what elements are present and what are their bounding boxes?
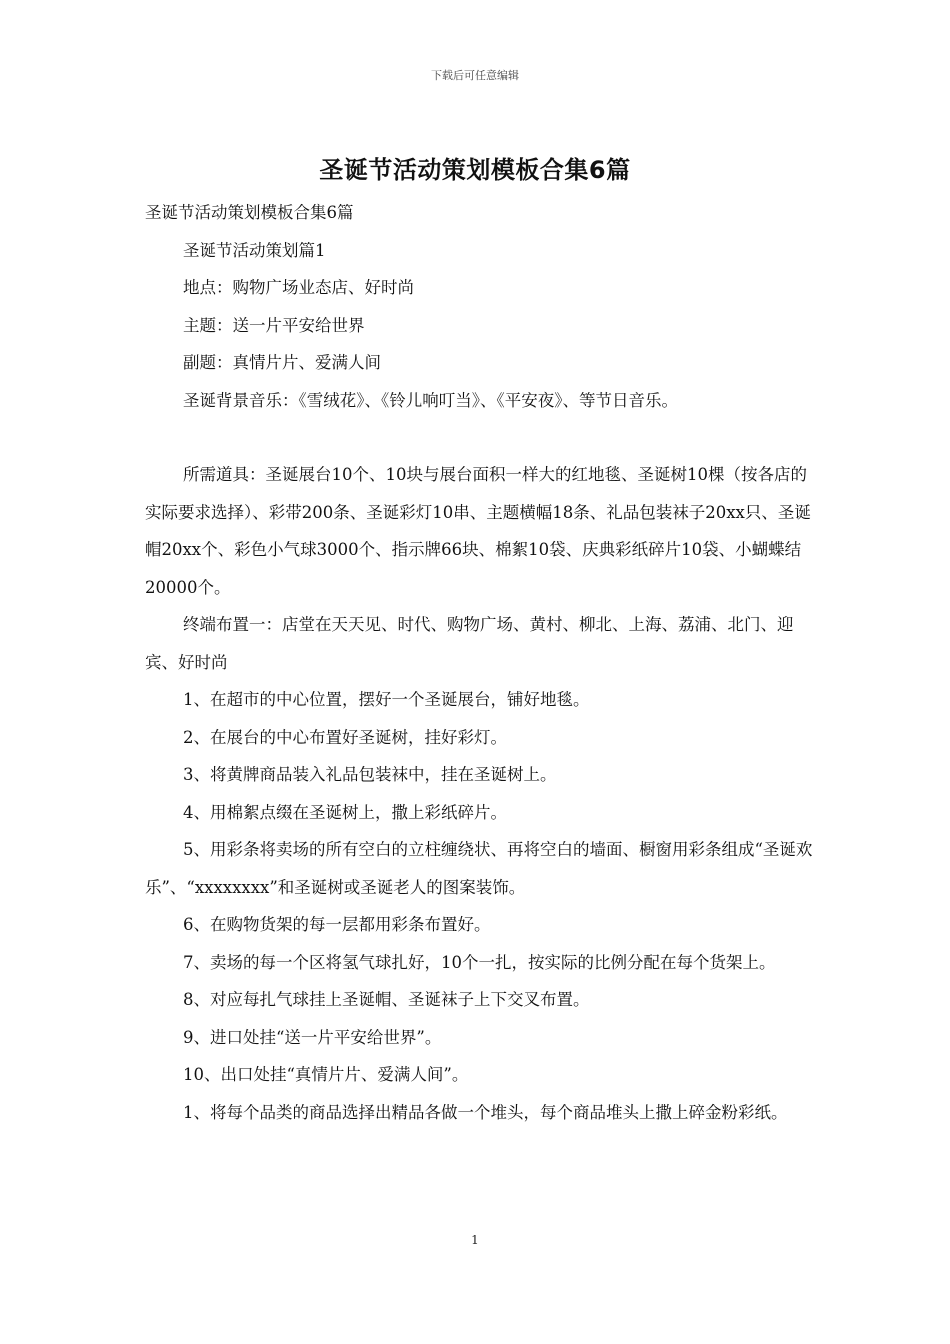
- paragraph: 主题：送一片平安给世界: [183, 315, 365, 335]
- paragraph: 所需道具：圣诞展台10个、10块与展台面积一样大的红地毯、圣诞树10棵（按各店的实际要求选择）、彩带200条、圣诞彩灯10串、主题横幅18条、礼品包装袜子20xx只、圣诞帽20xx个、彩色小气球3000个、指示牌66块、棉絮10袋、庆典彩纸碎片10袋、小蝴蝶结20000个。: [145, 465, 811, 597]
- paragraph: 10、出口处挂“真情片片、爱满人间”。: [183, 1065, 469, 1084]
- paragraph: 圣诞背景音乐：《雪绒花》、《铃儿响叮当》、《平安夜》、等节日音乐。: [183, 390, 678, 410]
- blank-line: [145, 419, 817, 456]
- paragraph: 3、将黄牌商品装入礼品包装袜中，挂在圣诞树上。: [183, 765, 557, 784]
- paragraph: 5、用彩条将卖场的所有空白的立柱缠绕状、再将空白的墙面、橱窗用彩条组成“圣诞欢乐”、“xxxxxxxx”和圣诞树或圣诞老人的图案装饰。: [145, 840, 813, 897]
- document-title: 圣诞节活动策划模板合集6篇: [319, 156, 631, 184]
- document-body: [145, 194, 817, 1131]
- paragraph: 8、对应每扎气球挂上圣诞帽、圣诞袜子上下交叉布置。: [183, 990, 590, 1009]
- paragraph: 2、在展台的中心布置好圣诞树，挂好彩灯。: [183, 727, 507, 747]
- page-number: 1: [471, 1233, 479, 1247]
- paragraph: 副题：真情片片、爱满人间: [183, 353, 381, 372]
- paragraph: 圣诞节活动策划模板合集6篇: [145, 203, 354, 222]
- paragraph: 7、卖场的每一个区将氢气球扎好，10个一扎，按实际的比例分配在每个货架上。: [183, 952, 776, 972]
- paragraph: 1、将每个品类的商品选择出精品各做一个堆头，每个商品堆头上撒上碎金粉彩纸。: [183, 1102, 788, 1122]
- paragraph: 4、用棉絮点缀在圣诞树上，撒上彩纸碎片。: [183, 802, 507, 822]
- paragraph: 地点：购物广场业态店、好时尚: [183, 278, 414, 297]
- paragraph: 9、进口处挂“送一片平安给世界”。: [183, 1027, 442, 1047]
- paragraph: 圣诞节活动策划篇1: [183, 240, 326, 260]
- paragraph: 6、在购物货架的每一层都用彩条布置好。: [183, 915, 491, 934]
- header-note: 下载后可任意编辑: [431, 69, 519, 82]
- paragraph: 终端布置一：店堂在天天见、时代、购物广场、黄村、柳北、上海、荔浦、北门、迎宾、好时尚: [145, 615, 794, 672]
- paragraph: 1、在超市的中心位置，摆好一个圣诞展台，铺好地毯。: [183, 690, 590, 709]
